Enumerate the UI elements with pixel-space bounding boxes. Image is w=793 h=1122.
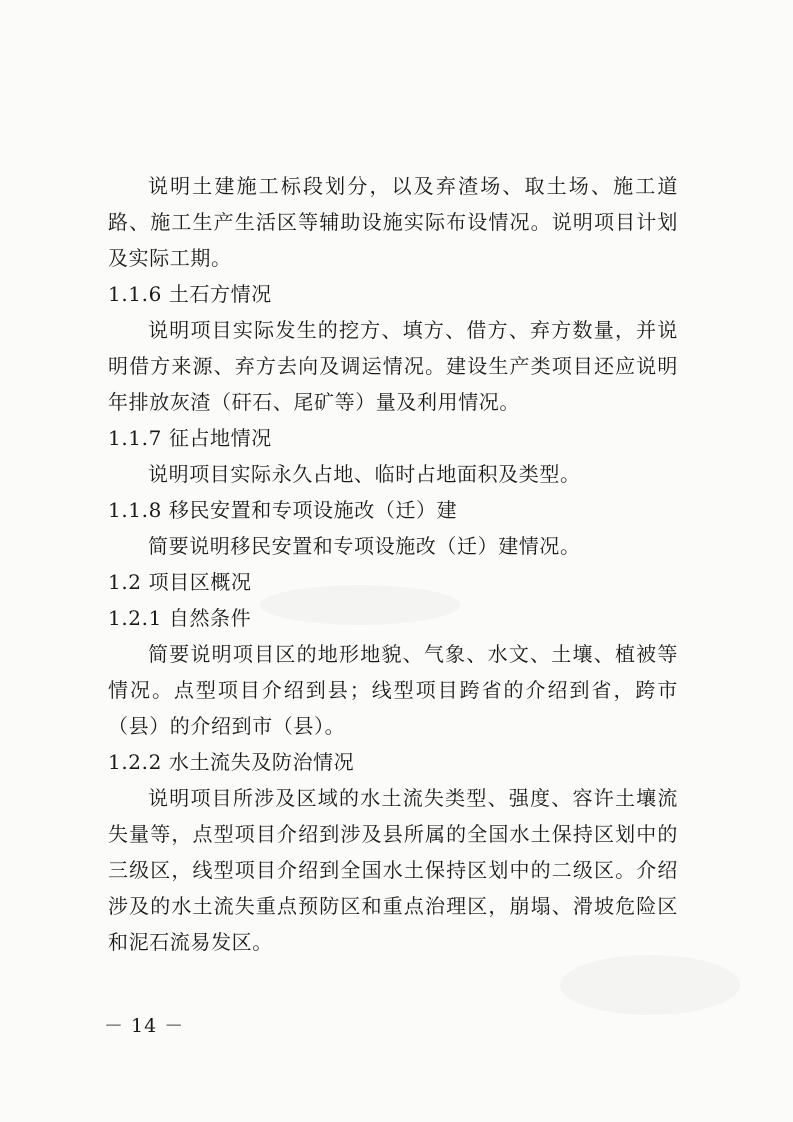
document-body — [108, 168, 678, 960]
page-number: － 14 － — [104, 1015, 185, 1037]
section-heading-1-2-2: 1.2.2 水土流失及防治情况 — [108, 750, 355, 774]
paragraph-land-occupation: 说明项目实际永久占地、临时占地面积及类型。 — [148, 462, 581, 486]
section-heading-1-2: 1.2 项目区概况 — [108, 570, 252, 594]
paragraph-natural-conditions: 简要说明项目区的地形地貌、气象、水文、土壤、植被等情况。点型项目介绍到县；线型项目跨省的介绍到省，跨市（县）的介绍到市（县）。 — [108, 642, 678, 738]
section-heading-1-1-6: 1.1.6 土石方情况 — [108, 282, 272, 306]
paragraph-soil-erosion: 说明项目所涉及区域的水土流失类型、强度、容许土壤流失量等，点型项目介绍到涉及县所属的全国水土保持区划中的三级区，线型项目介绍到全国水土保持区划中的二级区。介绍涉及的水土流失重点预防区和重点治理区，崩塌、滑坡危险区和泥石流易发区。 — [108, 786, 678, 954]
paragraph-construction-layout: 说明土建施工标段划分，以及弃渣场、取土场、施工道路、施工生产生活区等辅助设施实际布设情况。说明项目计划及实际工期。 — [108, 174, 678, 270]
section-heading-1-2-1: 1.2.1 自然条件 — [108, 606, 252, 630]
section-heading-1-1-7: 1.1.7 征占地情况 — [108, 426, 272, 450]
paragraph-earthwork: 说明项目实际发生的挖方、填方、借方、弃方数量，并说明借方来源、弃方去向及调运情况。建设生产类项目还应说明年排放灰渣（矸石、尾矿等）量及利用情况。 — [108, 318, 678, 414]
section-heading-1-1-8: 1.1.8 移民安置和专项设施改（迁）建 — [108, 498, 458, 522]
scan-smudge — [560, 955, 740, 1015]
paragraph-resettlement: 简要说明移民安置和专项设施改（迁）建情况。 — [148, 534, 581, 558]
